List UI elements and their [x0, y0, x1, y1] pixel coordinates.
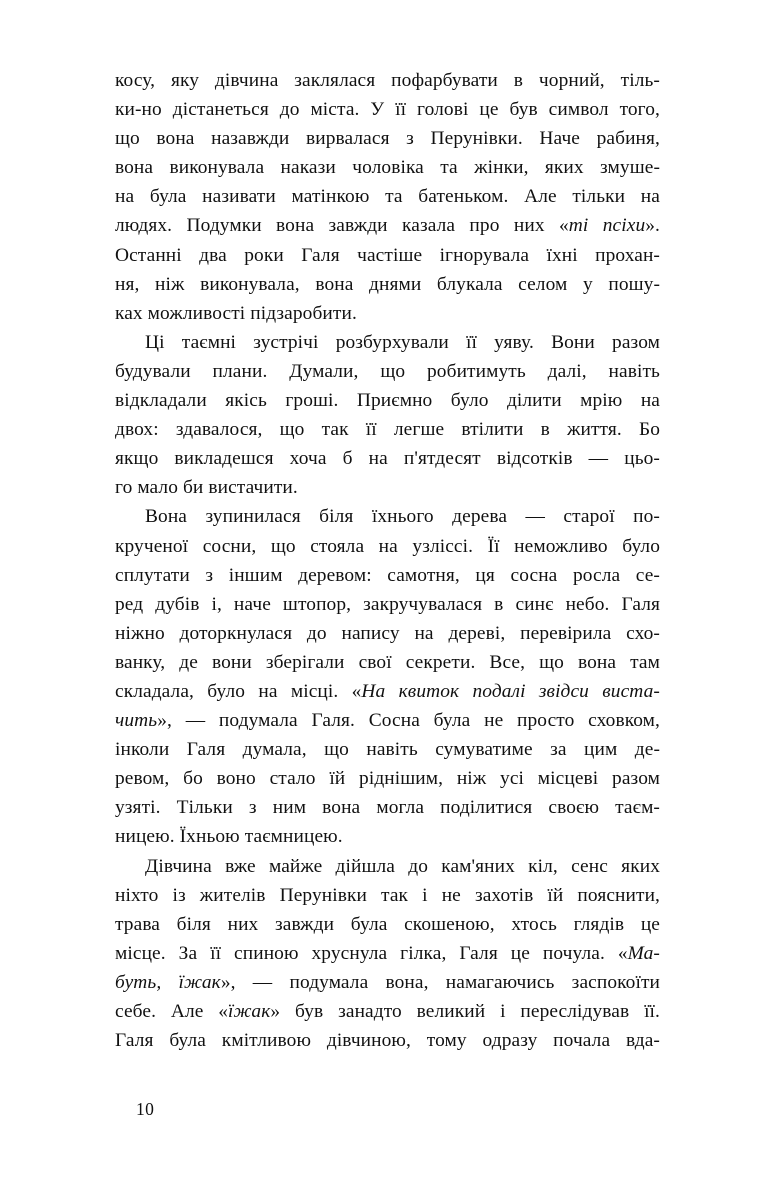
text-line-with-italic-quote: [115, 706, 660, 735]
paragraph: [115, 852, 660, 1056]
text-line: інколи Галя думала, що навіть сумуватиме за цим де-: [115, 739, 660, 761]
line-text: місце. За її спиною хруснула гілка, Галя це почула. «: [115, 942, 628, 964]
line-text: », — подумала вона, намагаючись заспокоїти: [220, 971, 660, 993]
text-line: будували плани. Думали, що робитимуть далі, навіть: [115, 360, 660, 382]
text-line: на була називати матінкою та батеньком. Але тільки на: [115, 186, 660, 208]
text-line: трава біля них завжди була скошеною, хтось глядів це: [115, 913, 660, 935]
line-text-tail: » був занадто великий і переслідував її.: [270, 1001, 660, 1022]
text-line-last: ках можливості підзаробити.: [115, 302, 357, 324]
italic-quote-continuation: чить: [115, 710, 158, 732]
text-line: ревом, бо воно стало їй ріднішим, ніж усі місцеві разом: [115, 768, 660, 790]
text-line: ред дубів і, наче штопор, закручувалася в синє небо. Галя: [115, 593, 660, 615]
text-line: узяті. Тільки з ним вона могла поділитися своєю таєм-: [115, 797, 660, 819]
line-text: складала, було на місці. «: [115, 680, 362, 702]
line-text: », — подумала Галя. Сосна була не просто сховком,: [157, 710, 660, 732]
italic-quote: Ма-: [627, 942, 660, 964]
text-line: ніхто із жителів Перунівки так і не захотів їй пояснити,: [115, 884, 660, 906]
paragraph: [115, 66, 660, 328]
italic-quote: На квиток подалі звідси виста-: [361, 680, 660, 702]
text-line: ня, ніж виконувала, вона днями блукала селом у пошу-: [115, 273, 660, 295]
text-line-with-italic-quote: [115, 968, 660, 997]
text-line-with-italic-quote: [115, 211, 660, 240]
text-line: ванку, де вони зберігали свої секрети. Все, що вона там: [115, 651, 660, 673]
text-line-last: го мало би вистачити.: [115, 477, 298, 499]
text-line: Останні два роки Галя частіше ігнорувала їхні прохан-: [115, 244, 660, 266]
text-line: Галя була кмітливою дівчиною, тому одразу почала вда-: [115, 1030, 660, 1052]
italic-quote: ті псіхи: [568, 215, 646, 237]
text-line: якщо викладешся хоча б на п'ятдесят відсотків — цьо-: [115, 448, 660, 470]
text-line: ніжно доторкнулася до напису на дереві, перевірила схо-: [115, 622, 660, 644]
text-line: крученої сосни, що стояла на узліссі. Її неможливо було: [115, 535, 660, 557]
line-text-tail: ».: [645, 215, 660, 237]
text-line: що вона назавжди вирвалася з Перунівки. Наче рабиня,: [115, 128, 660, 150]
text-line: сплутати з іншим деревом: самотня, ця сосна росла се-: [115, 564, 660, 586]
text-line-first: Дівчина вже майже дійшла до кам'яних кіл, сенс яких: [145, 855, 660, 877]
text-line: косу, яку дівчина заклялася пофарбувати в чорний, тіль-: [115, 70, 660, 91]
line-text: себе. Але «: [115, 1001, 229, 1022]
text-line: вона виконувала накази чоловіка та жінки, яких змуше-: [115, 157, 660, 179]
text-line-last: ницею. Їхньою таємницею.: [115, 826, 343, 848]
text-line: двох: здавалося, що так її легше втілити в життя. Бо: [115, 419, 660, 441]
line-text: людях. Подумки вона завжди казала про них «: [115, 215, 569, 237]
text-line: відкладали якісь гроші. Приємно було ділити мрію на: [115, 390, 660, 412]
text-line: ки-но дістанеться до міста. У її голові це був символ того,: [115, 99, 660, 121]
text-line-first: Ці таємні зустрічі розбурхували її уяву. Вони разом: [145, 331, 660, 353]
italic-quote: їжак: [228, 1001, 271, 1022]
text-line-first: Вона зупинилася біля їхнього дерева — старої по-: [145, 506, 660, 528]
page-text-block: [115, 66, 660, 1055]
italic-quote-continuation: буть, їжак: [115, 971, 221, 993]
paragraph: [115, 328, 660, 503]
text-line-with-italic-quote: [115, 939, 660, 968]
paragraph: [115, 502, 660, 851]
page-number: 10: [136, 1099, 155, 1119]
text-line-with-italic-quote: [115, 677, 660, 706]
text-line-with-italic-quote: [115, 997, 660, 1026]
